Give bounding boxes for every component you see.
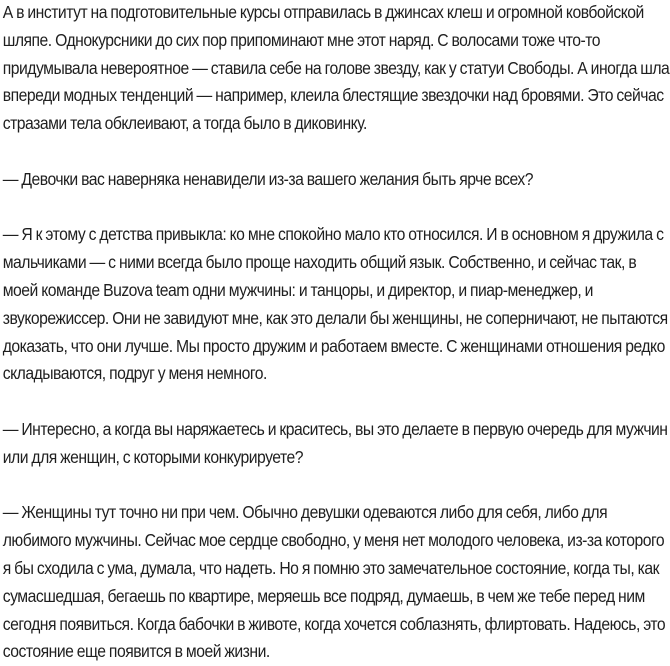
paragraph-answer-1: — Я к этому с детства привыкла: ко мне спокойно мало кто относился. И в основном я дружила с мальчиками — с ними всегда было проще находить общий язык. Собственно, и сейчас так, в моей команде Buzova team одни мужчины: и танцоры, и директор, и пиар-менеджер, и звукорежиссер. Они не завидуют мне, как это делали бы женщины, не соперничают, не пытаются доказать, что они лучше. Мы просто дружим и работаем вместе. С женщинами отношения редко складываются, подруг у меня немного. [2, 224, 668, 384]
paragraph-intro: А в институт на подготовительные курсы отправилась в джинсах клеш и огромной ковбойской шляпе. Однокурсники до сих пор припоминают мне этот наряд. С волосами тоже что-то придумывала невероятное — ставила себе на голове звезду, как у статуи Свободы. А иногда шла впереди модных тенденций — например, клеила блестящие звездочки над бровями. Это сейчас стразами тела обклеивают, а тогда было в диковинку. [2, 2, 670, 134]
paragraph-answer-2: — Женщины тут точно ни при чем. Обычно девушки одеваются либо для себя, либо для любимого мужчины. Сейчас мое сердце свободно, у меня нет молодого человека, из-за которого я бы сходила с ума, думала, что надеть. Но я помню это замечательное состояние, когда ты, как сумасшедшая, бегаешь по квартире, меряешь все подряд, думаешь, в чем же тебе перед ним сегодня появиться. Когда бабочки в животе, когда хочется соблазнять, флиртовать. Надеюсь, это состояние еще появится в моей жизни. [2, 502, 666, 662]
paragraph-question-2: — Интересно, а когда вы наряжаетесь и краситесь, вы это делаете в первую очередь для мужчин или для женщин, с которыми конкурируете? [2, 418, 668, 467]
paragraph-question-1: — Девочки вас наверняка ненавидели из-за вашего желания быть ярче всех? [2, 168, 534, 189]
